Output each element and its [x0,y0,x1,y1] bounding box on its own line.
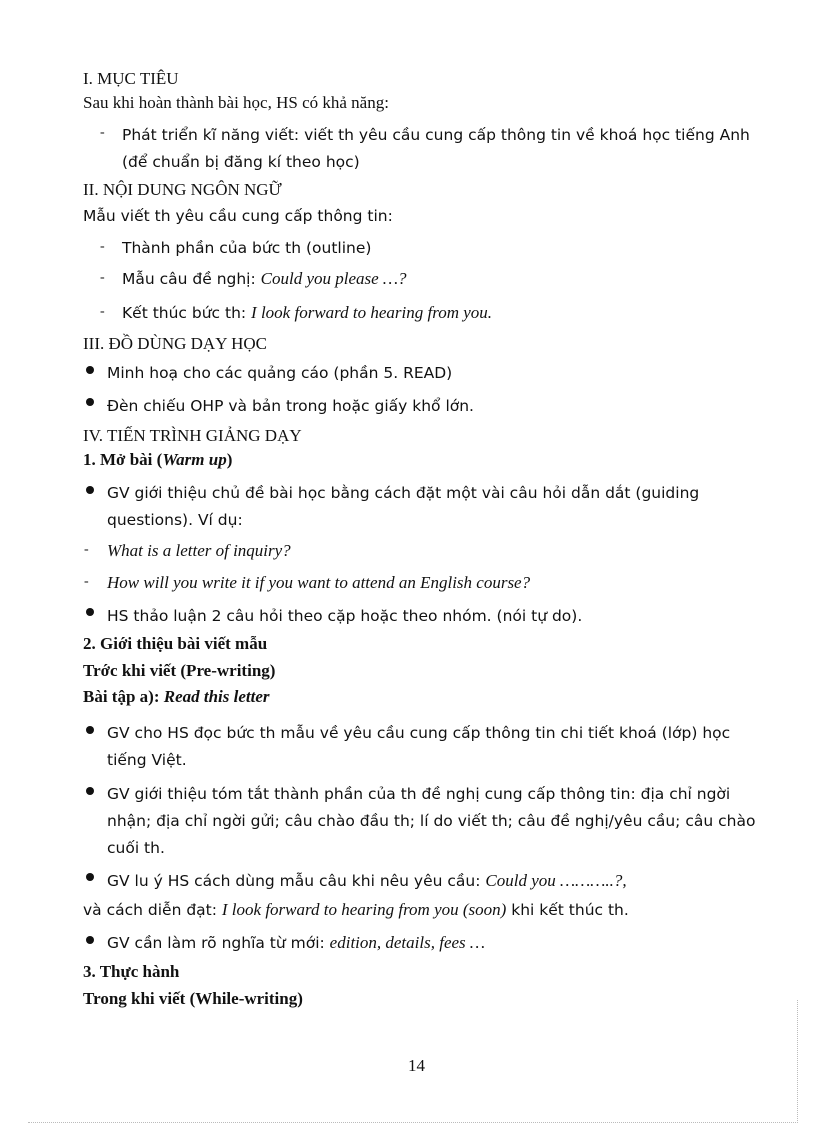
dash-bullet: - [84,574,89,589]
warmup-item-1-line-2: questions). Ví dụ: [107,511,243,529]
heading-sample: 2. Giới thiệu bài viết mẫu [83,634,268,653]
pre-item-1-line-1: GV cho HS đọc bức th mẫu về yêu cầu cung cấp thông tin chi tiết khoá (lớp) học [107,724,731,742]
section-1-title: I. MỤC TIÊU [83,69,179,88]
pre-item-4 [107,932,485,954]
s2-item-3-italic: I look forward to hearing from you. [251,303,493,322]
section-1-intro: Sau khi hoàn thành bài học, HS có khả năng: [83,93,389,112]
bullet-dot [86,398,94,406]
warmup-question-2: How will you write it if you want to attend an English course? [107,573,531,592]
section-4-title: IV. TIẾN TRÌNH GIẢNG DẠY [83,426,302,445]
pre-item-3c-italic: I look forward to hearing from you (soon) [221,900,507,919]
bullet-dot [86,726,94,734]
s3-item-1: Minh hoạ cho các quảng cáo (phần 5. READ) [107,364,453,382]
bullet-dot [86,873,94,881]
pre-item-2-line-3: cuối th. [107,839,165,857]
heading-while-writing: Trong khi viết (While-writing) [83,989,303,1008]
s2-item-2-italic: Could you please …? [260,269,407,288]
page-border-right [797,1000,798,1123]
bullet-dot [86,787,94,795]
s2-item-3 [122,302,492,324]
dash-bullet: - [84,542,89,557]
pre-item-4-text: GV cần làm rõ nghĩa từ mới: [107,934,330,952]
pre-item-3 [107,870,627,892]
pre-item-3c-end: khi kết thúc th. [506,901,629,919]
heading-warm-up-close: ) [226,450,233,469]
s2-item-1: Thành phần của bức th (outline) [122,239,372,257]
s2-item-2-text: Mẫu câu đề nghị: [122,270,261,288]
pre-item-4-italic: edition, details, fees … [329,933,486,952]
heading-practice: 3. Thực hành [83,962,180,981]
exercise-a [83,686,270,708]
pre-item-1-line-2: tiếng Việt. [107,751,187,769]
pre-item-2-line-2: nhận; địa chỉ ngời gửi; câu chào đầu th; lí do viết th; câu đề nghị/yêu cầu; câu chào [107,812,756,830]
page-number: 14 [408,1056,425,1075]
dash-bullet: - [100,125,105,140]
pre-item-3-continuation [83,899,629,921]
s1-item-1-line-1: Phát triển kĩ năng viết: viết th yêu cầu cung cấp thông tin về khoá học tiếng Anh [122,126,750,144]
pre-item-3c-text: và cách diễn đạt: [83,901,222,919]
s1-item-1-line-2: (để chuẩn bị đăng kí theo học) [122,153,360,171]
pre-item-3-italic: Could you ………..?, [485,871,627,890]
dash-bullet: - [100,239,105,254]
pre-item-2-line-1: GV giới thiệu tóm tắt thành phần của th đề nghị cung cấp thông tin: địa chỉ ngời [107,785,731,803]
section-2-intro: Mẫu viết th yêu cầu cung cấp thông tin: [83,207,393,225]
section-2-title: II. NỘI DUNG NGÔN NGỮ [83,180,282,199]
bullet-dot [86,608,94,616]
heading-warm-up-label: 1. Mở bài ( [83,450,163,469]
s3-item-2: Đèn chiếu OHP và bản trong hoặc giấy khổ lớn. [107,397,474,415]
section-3-title: III. ĐỒ DÙNG DẠY HỌC [83,334,267,353]
heading-warm-up [83,449,232,471]
s2-item-3-text: Kết thúc bức th: [122,304,252,322]
dash-bullet: - [100,270,105,285]
dash-bullet: - [100,304,105,319]
exercise-a-title: Read this letter [163,687,270,706]
bullet-dot [86,366,94,374]
bullet-dot [86,486,94,494]
pre-item-3-text: GV lu ý HS cách dùng mẫu câu khi nêu yêu cầu: [107,872,486,890]
warmup-item-2: HS thảo luận 2 câu hỏi theo cặp hoặc theo nhóm. (nói tự do). [107,607,583,625]
bullet-dot [86,936,94,944]
heading-warm-up-en: Warm up [162,450,227,469]
exercise-a-label: Bài tập a): [83,687,164,706]
s2-item-2 [122,268,407,290]
warmup-question-1: What is a letter of inquiry? [107,541,291,560]
warmup-item-1-line-1: GV giới thiệu chủ đề bài học bằng cách đặt một vài câu hỏi dẫn dắt (guiding [107,484,700,502]
heading-pre-writing: Trớc khi viết (Pre-writing) [83,661,276,680]
